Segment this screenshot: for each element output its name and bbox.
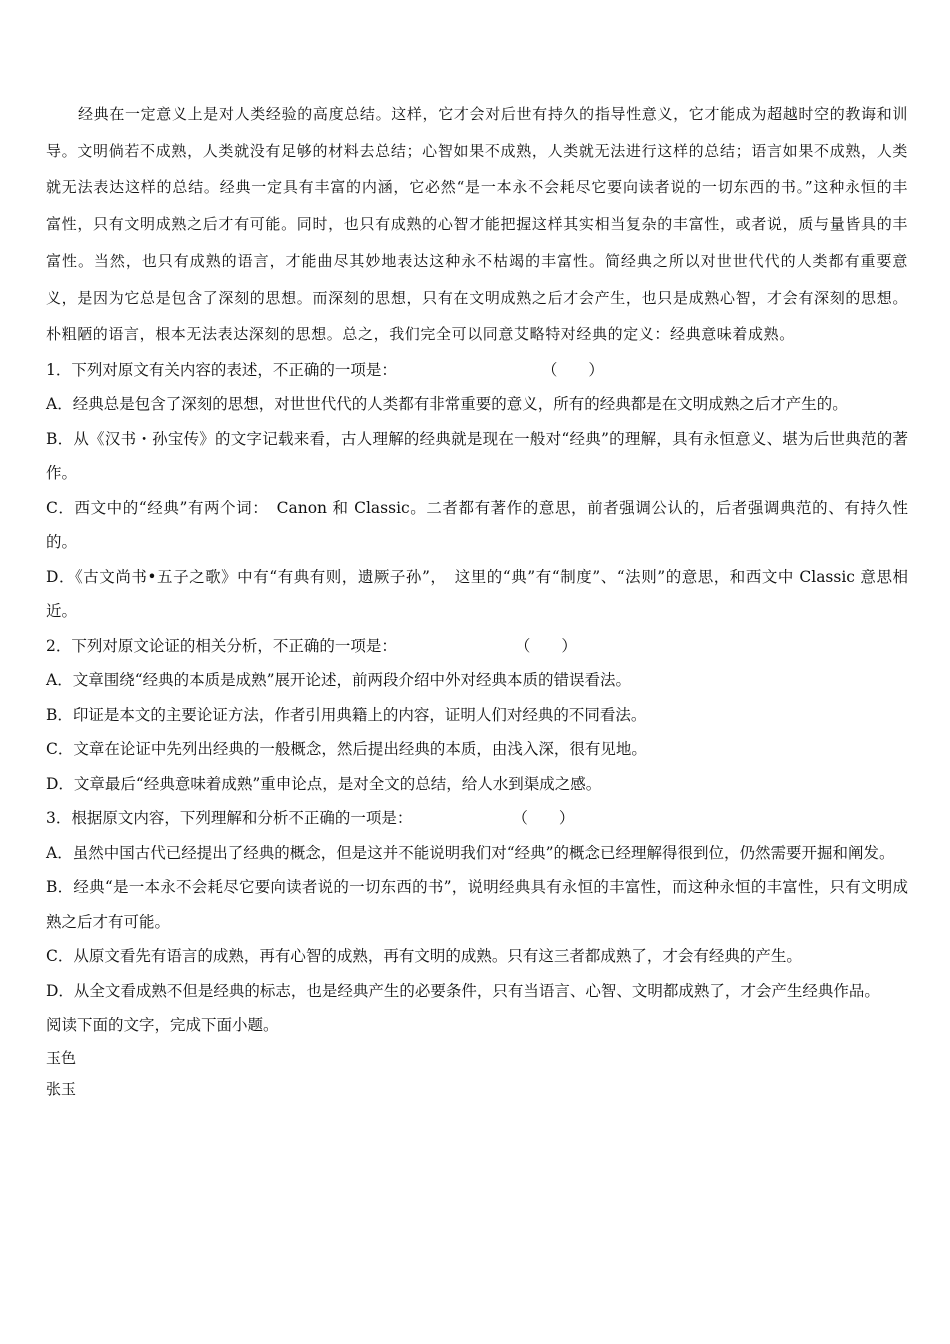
question-stem-text: 2．下列对原文论证的相关分析，不正确的一项是： <box>46 636 397 655</box>
question-3 <box>46 801 908 1008</box>
option-c: C．西文中的“经典”有两个词： Canon 和 Classic。二者都有著作的意思，前者强调公认的，后者强调典范的、有持久性的。 <box>46 498 908 552</box>
answer-paren: （ ） <box>512 809 575 828</box>
answer-paren: （ ） <box>514 636 577 655</box>
option-b: B．印证是本文的主要论证方法，作者引用典籍上的内容，证明人们对经典的不同看法。 <box>46 705 647 724</box>
document-page <box>46 96 908 1105</box>
question-stem-text: 1．下列对原文有关内容的表述，不正确的一项是： <box>46 360 397 379</box>
passage-paragraph: 经典在一定意义上是对人类经验的高度总结。这样，它才会对后世有持久的指导性意义，它才能成为超越时空的教诲和训导。文明倘若不成熟，人类就没有足够的材料去总结；心智如果不成熟，人类就无法进行这样的总结；语言如果不成熟，人类就无法表达这样的总结。经典一定具有丰富的内涵，它必然“是一本永不会耗尽它要向读者说的一切东西的书。”这种永恒的丰富性，只有文明成熟之后才有可能。同时，也只有成熟的心智才能把握这样其实相当复杂的丰富性，或者说，质与量皆具的丰富性。当然，也只有成熟的语言，才能曲尽其妙地表达这种永不枯竭的丰富性。简经典之所以对世世代代的人类都有重要意义，是因为它总是包含了深刻的思想。而深刻的思想，只有在文明成熟之后才会产生，也只是成熟心智，才会有深刻的思想。朴粗陋的语言，根本无法表达深刻的思想。总之，我们完全可以同意艾略特对经典的定义：经典意味着成熟。 <box>46 105 908 344</box>
story-author: 张玉 <box>46 1079 77 1098</box>
question-stem <box>46 801 908 836</box>
option-c: C．文章在论证中先列出经典的一般概念，然后提出经典的本质，由浅入深，很有见地。 <box>46 740 647 759</box>
option-a: A．经典总是包含了深刻的思想，对世世代代的人类都有非常重要的意义，所有的经典都是在文明成熟之后才产生的。 <box>46 395 848 414</box>
option-c: C．从原文看先有语言的成熟，再有心智的成熟，再有文明的成熟。只有这三者都成熟了，才会有经典的产生。 <box>46 947 802 966</box>
option-d: D．从全文看成熟不但是经典的标志，也是经典产生的必要条件，只有当语言、心智、文明都成熟了，才会产生经典作品。 <box>46 981 880 1000</box>
question-1 <box>46 353 908 629</box>
option-b: B．从《汉书・孙宝传》的文字记载来看，古人理解的经典就是现在一般对“经典”的理解，具有永恒意义、堪为后世典范的著作。 <box>46 429 908 483</box>
question-2 <box>46 629 908 802</box>
option-b: B．经典“是一本永不会耗尽它要向读者说的一切东西的书”，说明经典具有永恒的丰富性，而这种永恒的丰富性，只有文明成熟之后才有可能。 <box>46 878 908 931</box>
story-title: 玉色 <box>46 1048 77 1067</box>
option-a: A．虽然中国古代已经提出了经典的概念，但是这并不能说明我们对“经典”的概念已经理解得很到位，仍然需要开掘和阐发。 <box>46 843 895 862</box>
question-stem-text: 3．根据原文内容，下列理解和分析不正确的一项是： <box>46 809 413 828</box>
question-stem <box>46 629 908 664</box>
question-stem <box>46 353 908 388</box>
option-a: A．文章围绕“经典的本质是成熟”展开论述，前两段介绍中外对经典本质的错误看法。 <box>46 671 632 690</box>
reading-intro: 阅读下面的文字，完成下面小题。 <box>46 1016 279 1035</box>
option-d: D．文章最后“经典意味着成熟”重申论点，是对全文的总结，给人水到渠成之感。 <box>46 774 602 793</box>
option-d: D．《古文尚书•五子之歌》中有“有典有则，遗厥子孙”， 这里的“典”有“制度”、“法则”的意思，和西文中 Classic 意思相近。 <box>46 567 908 621</box>
answer-paren: （ ） <box>541 360 604 379</box>
